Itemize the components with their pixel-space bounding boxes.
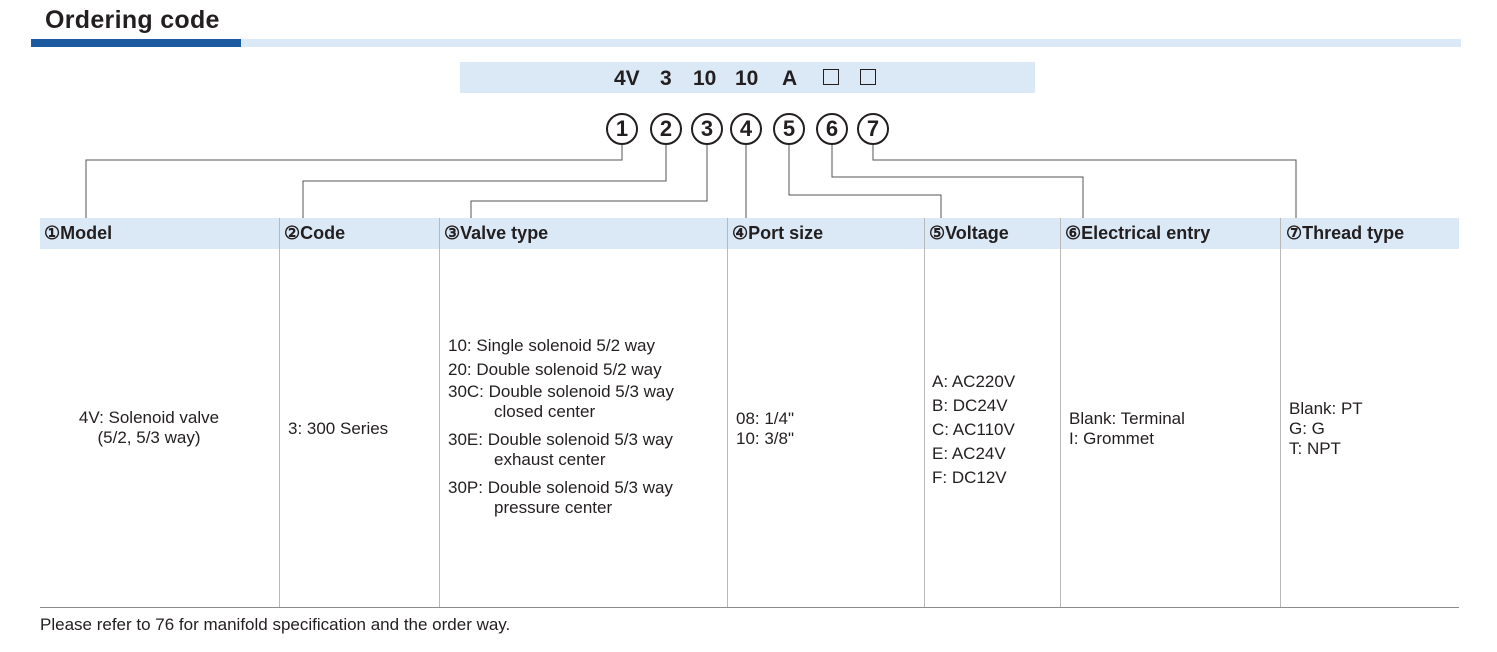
cell-model-line: (5/2, 5/3 way) (97, 428, 201, 447)
cell-voltage (932, 370, 1015, 490)
header-code: ②Code (284, 223, 346, 243)
column-divider (1060, 218, 1061, 608)
header-electrical-entry: ⑥Electrical entry (1065, 223, 1211, 243)
cell-port-size (736, 409, 794, 449)
valve-type-option-detail: closed center (494, 402, 596, 422)
callout-circle-3: 3 (691, 113, 723, 145)
voltage-option: B: DC24V (932, 396, 1008, 415)
cell-code-line: 3: 300 Series (288, 419, 389, 438)
thread-type-option: G: G (1289, 419, 1325, 438)
header-valve-type: ③Valve type (444, 223, 549, 243)
voltage-option: C: AC110V (932, 420, 1015, 439)
valve-type-option: 30E: Double solenoid 5/3 way (448, 430, 673, 450)
callout-circle-1: 1 (606, 113, 638, 145)
code-part-voltage: A (782, 67, 798, 90)
port-size-option: 08: 1/4" (736, 409, 795, 428)
page-title: Ordering code (45, 6, 220, 34)
callout-circle-7: 7 (857, 113, 889, 145)
code-part-code: 3 (660, 67, 672, 90)
callout-circle-4: 4 (730, 113, 762, 145)
callout-circle-5: 5 (773, 113, 805, 145)
cell-model (46, 408, 252, 448)
port-size-option: 10: 3/8" (736, 429, 795, 448)
callout-circle-2: 2 (650, 113, 682, 145)
header-voltage: ⑤Voltage (929, 223, 1009, 243)
valve-type-option: 30C: Double solenoid 5/3 way (448, 382, 674, 402)
code-part-model: 4V (614, 67, 640, 90)
voltage-option: F: DC12V (932, 468, 1007, 487)
header-port-size: ④Port size (732, 223, 824, 243)
valve-type-option-detail: exhaust center (494, 450, 606, 470)
valve-type-option: 20: Double solenoid 5/2 way (448, 360, 662, 380)
thread-type-option: Blank: PT (1289, 399, 1363, 418)
voltage-option: A: AC220V (932, 372, 1016, 391)
column-divider (1280, 218, 1281, 608)
table-bottom-border (40, 607, 1459, 608)
column-divider (279, 218, 280, 608)
voltage-option: E: AC24V (932, 444, 1006, 463)
electrical-entry-option: Blank: Terminal (1069, 409, 1185, 428)
code-part-port-size: 10 (735, 67, 759, 90)
thread-type-option: T: NPT (1289, 439, 1341, 458)
footnote: Please refer to 76 for manifold specification and the order way. (40, 615, 511, 634)
valve-type-option-detail: pressure center (494, 498, 613, 518)
cell-valve-type (448, 334, 674, 518)
cell-thread-type (1289, 399, 1363, 459)
cell-code (288, 419, 388, 439)
code-part-valve-type: 10 (693, 67, 717, 90)
column-divider (439, 218, 440, 608)
column-divider (727, 218, 728, 608)
cell-electrical-entry (1069, 409, 1185, 449)
header-model: ①Model (44, 223, 113, 243)
valve-type-option: 10: Single solenoid 5/2 way (448, 336, 655, 355)
header-thread-type: ⑦Thread type (1286, 223, 1405, 243)
cell-model-line: 4V: Solenoid valve (78, 408, 220, 427)
callout-circle-6: 6 (816, 113, 848, 145)
column-divider (924, 218, 925, 608)
valve-type-option: 30P: Double solenoid 5/3 way (448, 478, 673, 498)
electrical-entry-option: I: Grommet (1069, 429, 1155, 448)
